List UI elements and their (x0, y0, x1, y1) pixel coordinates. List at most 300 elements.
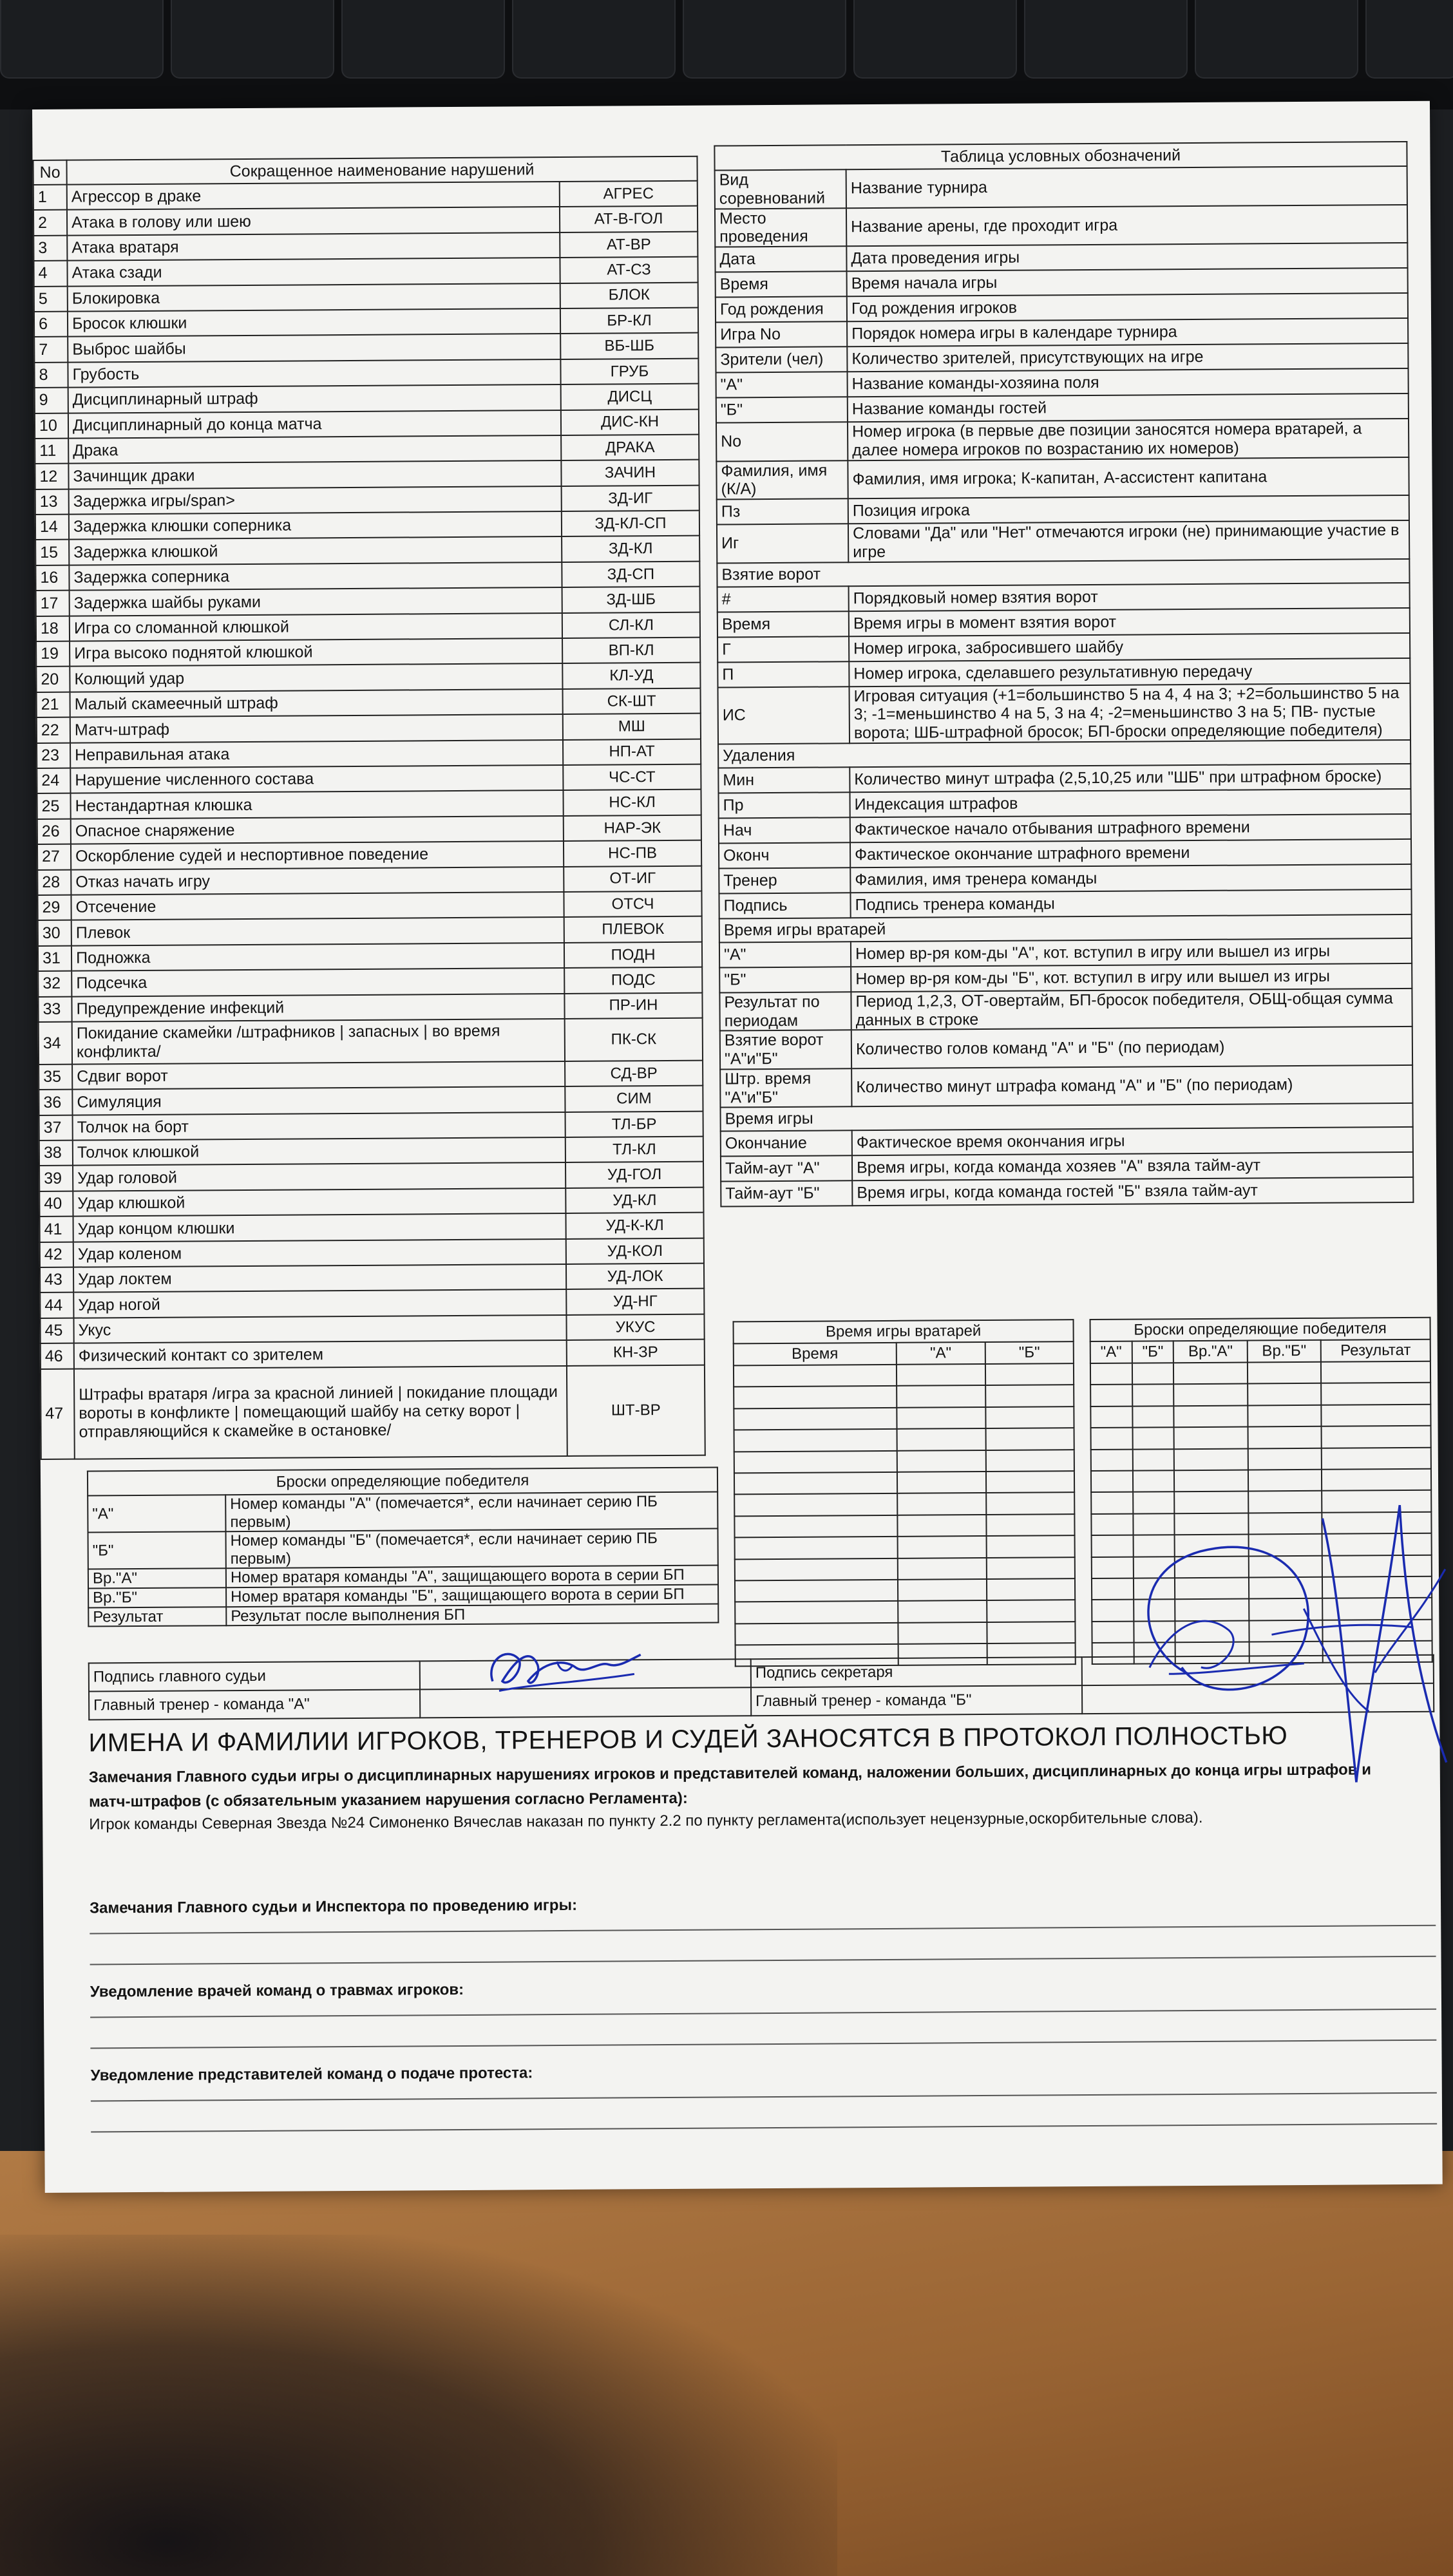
violation-number: 25 (37, 793, 70, 819)
violation-name: Оскорбление судей и неспортивное поведение (71, 841, 564, 869)
shootout-grid-cell[interactable] (1248, 1405, 1321, 1427)
goalkeeper-time-cell[interactable] (985, 1428, 1074, 1450)
full-names-heading: ИМЕНА И ФАМИЛИИ ИГРОКОВ, ТРЕНЕРОВ И СУДЕЙ ЗАНОСЯТСЯ В ПРОТОКОЛ ПОЛНОСТЬЮ (88, 1721, 1288, 1757)
violation-number: 24 (37, 768, 70, 794)
legend-row (716, 343, 1408, 373)
shootout-legend-description: Номер команды "А" (помечается*, если начинает серию ПБ первым) (225, 1492, 717, 1532)
desk-shadow (0, 2235, 837, 2576)
shootout-legend-description: Номер команды "Б" (помечается*, если начинает серию ПБ первым) (225, 1529, 717, 1569)
legend-term: Оконч (719, 842, 850, 868)
legend-description: Время начала игры (847, 268, 1408, 296)
violation-code: ДИС-КН (561, 409, 699, 435)
keyboard-key (1024, 0, 1188, 79)
violation-row (35, 485, 699, 515)
violation-code: ОТСЧ (564, 891, 701, 918)
goalkeeper-time-row (734, 1406, 1074, 1430)
goalkeeper-time-cell[interactable] (735, 1601, 898, 1624)
goalkeeper-time-cell[interactable] (986, 1492, 1074, 1514)
violation-row (41, 1365, 705, 1459)
violation-name: Симуляция (72, 1086, 565, 1115)
violation-row (36, 638, 700, 667)
legend-row (716, 268, 1408, 298)
legend-term: Тайм-аут "Б" (721, 1181, 852, 1207)
goalkeeper-time-cell[interactable] (985, 1385, 1074, 1407)
legend-term: Тайм-аут "А" (721, 1156, 852, 1182)
legend-row (717, 683, 1410, 744)
shootout-grid-cell[interactable] (1322, 1426, 1431, 1448)
legend-term: Пз (717, 498, 848, 524)
goalkeeper-time-cell[interactable] (986, 1535, 1074, 1557)
legend-row (716, 293, 1408, 323)
violation-row (34, 308, 698, 337)
violation-number: 2 (33, 210, 67, 236)
legend-description: Индексация штрафов (850, 789, 1410, 817)
violation-number: 37 (39, 1115, 73, 1141)
goalkeeper-time-cell[interactable] (987, 1622, 1075, 1643)
legend-row (720, 1065, 1412, 1108)
shootout-grid-column: Вр."А" (1173, 1341, 1248, 1363)
violation-number: 41 (40, 1217, 73, 1242)
violation-row (37, 714, 701, 743)
violation-name: Матч-штраф (70, 714, 563, 743)
violation-number: 40 (39, 1191, 73, 1217)
legend-row (717, 495, 1409, 525)
coach-signature (1110, 1479, 1453, 1790)
violation-row (39, 1061, 703, 1090)
violation-name: Удар коленом (73, 1239, 566, 1267)
violation-number: 5 (34, 286, 68, 312)
legend-description: Время игры в момент взятия ворот (849, 607, 1410, 636)
violation-code: УД-К-КЛ (565, 1213, 703, 1239)
violation-code: НС-КЛ (563, 790, 701, 816)
goalkeeper-time-cell[interactable] (734, 1472, 897, 1495)
chief-referee-signature (479, 1635, 647, 1707)
violation-number: 36 (39, 1090, 72, 1115)
legend-term: Вид соревнований (715, 169, 846, 209)
violation-name: Толчок клюшкой (73, 1137, 565, 1166)
goalkeeper-time-cell[interactable] (734, 1450, 897, 1473)
shootout-grid-column: Результат (1321, 1340, 1430, 1362)
violation-code: БЛОК (560, 282, 698, 308)
violation-row (37, 688, 701, 717)
goalkeeper-time-row (734, 1428, 1074, 1452)
shootout-grid-cell[interactable] (1091, 1428, 1133, 1450)
goalkeeper-time-cell[interactable] (735, 1623, 898, 1645)
legend-term: Тренер (719, 867, 850, 893)
shootout-grid-cell[interactable] (1248, 1362, 1321, 1384)
legend-term: "А" (719, 942, 851, 967)
legend-row (720, 1027, 1412, 1069)
legend-body (715, 166, 1414, 1207)
violation-row (39, 1188, 703, 1217)
legend-term: "Б" (719, 967, 851, 992)
goalkeeper-time-row (734, 1514, 1074, 1538)
keyboard-key (1195, 0, 1358, 79)
shootout-legend-term: Вр."Б" (88, 1587, 226, 1607)
goalkeeper-time-cell[interactable] (734, 1408, 897, 1430)
legend-row (721, 1152, 1413, 1182)
violation-code: ВБ-ШБ (560, 333, 698, 359)
violation-row (39, 1086, 703, 1115)
shootout-grid-cell[interactable] (1132, 1427, 1174, 1449)
violation-row (35, 435, 699, 464)
legend-section-title: Время игры (720, 1103, 1412, 1132)
violation-name: Атака в голову или шею (67, 207, 560, 235)
legend-term: Г (717, 636, 849, 662)
violation-name: Укус (73, 1315, 566, 1343)
goalkeeper-time-cell[interactable] (734, 1515, 897, 1538)
protocol-sheet (32, 101, 1443, 2193)
legend-description: Название арены, где проходит игра (846, 204, 1407, 246)
legend-row (719, 839, 1411, 869)
shootout-grid-cell[interactable] (1090, 1363, 1132, 1385)
violation-row (35, 536, 699, 565)
goalkeeper-time-cell[interactable] (985, 1406, 1074, 1428)
violations-header-name: Сокращенное наименование нарушений (66, 156, 697, 185)
blank-line (90, 1925, 1436, 1935)
violation-code: ЗАЧИН (561, 460, 699, 486)
legend-description: Позиция игрока (848, 495, 1409, 524)
violation-code: БР-КЛ (560, 308, 698, 334)
violation-code: ПОДН (564, 942, 702, 968)
goalkeeper-time-cell[interactable] (897, 1450, 986, 1472)
violation-name: Колющий удар (70, 663, 562, 692)
violation-row (37, 739, 701, 768)
legend-term: # (717, 586, 849, 612)
goalkeeper-time-cell[interactable] (735, 1537, 898, 1559)
violation-number: 9 (35, 388, 68, 413)
legend-term: Пр (719, 792, 850, 818)
goalkeeper-time-cell[interactable] (898, 1600, 987, 1622)
goalkeeper-time-cell[interactable] (897, 1515, 986, 1537)
legend-description: Фактическое начало отбывания штрафного времени (850, 814, 1411, 842)
violation-name: Задержка игры/span> (69, 486, 562, 515)
violation-row (39, 1018, 703, 1065)
violation-code: СК-ШТ (563, 688, 701, 714)
shootout-legend-term: Результат (88, 1607, 226, 1627)
legend-description: Количество зрителей, присутствующих на игре (847, 343, 1408, 372)
shootout-grid-cell[interactable] (1248, 1426, 1321, 1448)
violation-row (41, 1340, 705, 1369)
shootout-grid-title: Броски определяющие победителя (1090, 1318, 1430, 1341)
violation-code: УД-НГ (566, 1289, 704, 1315)
violation-name: Выброс шайбы (68, 334, 560, 362)
goalkeeper-time-cell[interactable] (987, 1600, 1075, 1622)
shootout-legend-term: "А" (88, 1495, 225, 1532)
violation-row (39, 1137, 703, 1166)
violation-row (37, 840, 701, 870)
legend-description: Подпись тренера команды (850, 889, 1411, 918)
shootout-grid-cell[interactable] (1174, 1384, 1248, 1406)
legend-description: Название команды гостей (848, 393, 1409, 422)
violation-row (40, 1264, 704, 1293)
shootout-grid-cell[interactable] (1321, 1383, 1430, 1405)
violation-name: Игра со сломанной клюшкой (70, 613, 562, 641)
violation-row (34, 358, 698, 388)
legend-term: Дата (715, 246, 846, 272)
legend-term: П (717, 661, 849, 687)
goalkeeper-time-cell[interactable] (897, 1385, 985, 1407)
violation-name: Задержка соперника (69, 562, 562, 591)
legend-term: Иг (717, 524, 848, 563)
legend-description: Номер вр-ря ком-ды "А", кот. вступил в игру или вышел из игры (851, 938, 1412, 967)
violation-number: 34 (39, 1022, 72, 1065)
blank-line (91, 2092, 1437, 2102)
legend-table (714, 141, 1414, 1208)
goalkeeper-time-cell[interactable] (987, 1578, 1075, 1600)
shootout-grid-cell[interactable] (1173, 1363, 1248, 1385)
goalkeeper-time-cell[interactable] (897, 1407, 985, 1429)
violation-name: Атака вратаря (67, 232, 560, 261)
violation-number: 11 (35, 439, 68, 464)
shootout-grid-cell[interactable] (1174, 1427, 1248, 1449)
violation-row (37, 815, 701, 844)
violation-number: 38 (39, 1141, 73, 1166)
goalkeeper-time-cell[interactable] (735, 1558, 898, 1580)
legend-row (715, 166, 1407, 209)
legend-description: Игровая ситуация (+1=большинство 5 на 4, 4 на 3; +2=большинство 5 на 3; -1=меньшинство 4 на 5, 3 на 4; -2=меньшинство 3 на 5; ПВ- пустые ворота; ШБ-штрафной бросок; БП-броски определяющие победителя) (849, 683, 1410, 743)
goalkeeper-time-row (735, 1578, 1075, 1602)
violation-code: ДРАКА (561, 435, 699, 461)
shootout-grid-row (1090, 1361, 1430, 1385)
legend-description: Дата проведения игры (846, 243, 1407, 271)
violation-code: КН-ЗР (567, 1340, 705, 1366)
blank-line (90, 1956, 1436, 1965)
violation-code: МШ (563, 714, 701, 740)
shootout-grid-cell[interactable] (1090, 1406, 1132, 1428)
goalkeeper-time-cell[interactable] (897, 1472, 986, 1493)
keyboard-key (1365, 0, 1453, 79)
legend-term: No (716, 422, 848, 461)
violation-code: ТЛ-КЛ (565, 1137, 703, 1163)
legend-row (719, 889, 1411, 919)
shootout-grid-column: "Б" (1132, 1341, 1174, 1363)
violation-name: Задержка шайбы руками (70, 587, 562, 616)
violation-name: Задержка клюшкой (69, 536, 562, 565)
shootout-grid-cell[interactable] (1090, 1385, 1132, 1406)
goalkeeper-time-cell[interactable] (986, 1557, 1074, 1579)
shootout-grid-cell[interactable] (1248, 1448, 1322, 1470)
legend-description: Количество голов команд "А" и "Б" (по периодам) (851, 1027, 1412, 1068)
shootout-grid-cell[interactable] (1133, 1449, 1175, 1471)
legend-term: Нач (719, 817, 850, 843)
violation-name: Зачинщик драки (68, 460, 561, 489)
violation-number: 45 (40, 1318, 73, 1343)
violation-name: Опасное снаряжение (71, 816, 564, 844)
violation-code: УД-ГОЛ (565, 1162, 703, 1188)
violation-number: 26 (37, 819, 71, 844)
violation-code: ПК-СК (565, 1018, 703, 1061)
violation-number: 32 (38, 971, 71, 997)
goalkeeper-time-row (734, 1363, 1074, 1387)
legend-row (717, 658, 1410, 687)
violation-code: ПОДС (564, 967, 702, 994)
shootout-grid-cell[interactable] (1174, 1405, 1248, 1427)
goalkeeper-time-row (734, 1450, 1074, 1473)
shootout-grid-column: "А" (1090, 1341, 1132, 1363)
legend-description: Период 1,2,3, ОТ-овертайм, БП-бросок победителя, ОБЩ-общая сумма данных в строке (851, 989, 1412, 1030)
shootout-legend-term: Вр."А" (88, 1569, 226, 1589)
inspector-remarks-title: Замечания Главного судьи и Инспектора по проведению игры: (89, 1896, 578, 1917)
legend-term: Место проведения (715, 208, 846, 247)
legend-row (715, 243, 1407, 272)
legend-row (717, 582, 1410, 612)
goalkeeper-time-body (734, 1363, 1076, 1667)
violation-row (38, 916, 702, 946)
goalkeeper-time-cell[interactable] (734, 1365, 897, 1387)
shootout-legend-table (87, 1467, 719, 1627)
violation-number: 12 (35, 464, 68, 489)
legend-row (717, 632, 1410, 662)
violation-code: ВП-КЛ (562, 638, 700, 664)
violation-name: Атака сзади (67, 258, 560, 286)
violation-name: Физический контакт со зрителем (74, 1340, 567, 1368)
shootout-grid-row (1090, 1383, 1430, 1406)
violation-row (36, 587, 700, 616)
violation-number: 35 (39, 1065, 72, 1090)
goalkeeper-time-cell[interactable] (898, 1558, 987, 1580)
violation-code: АГРЕС (560, 181, 698, 207)
violation-number: 4 (33, 261, 67, 287)
goalkeeper-time-cell[interactable] (735, 1580, 898, 1602)
shootout-grid-cell[interactable] (1321, 1361, 1430, 1383)
violation-row (39, 1111, 703, 1141)
violation-code: ДИСЦ (561, 384, 699, 410)
shootout-grid-row (1091, 1447, 1431, 1471)
violation-number: 3 (33, 235, 67, 261)
goalkeeper-time-cell[interactable] (734, 1493, 897, 1516)
legend-description: Номер игрока (в первые две позиции заносятся номера вратарей, а далее номера игроков по возрастанию их номеров) (848, 419, 1409, 460)
secretary-signature-label: Подпись секретаря (751, 1657, 1082, 1687)
keyboard-background (0, 0, 1453, 109)
shootout-grid-cell[interactable] (1322, 1447, 1431, 1469)
shootout-legend-row (88, 1604, 718, 1627)
goalkeeper-time-cell[interactable] (897, 1536, 986, 1558)
legend-row (717, 607, 1410, 637)
violation-name: Отказ начать игру (71, 867, 564, 895)
legend-term: ИС (717, 687, 850, 744)
legend-row (716, 368, 1409, 398)
legend-term: Взятие ворот "А"и"Б" (720, 1030, 851, 1070)
legend-description: Порядковый номер взятия ворот (849, 582, 1410, 611)
goalkeeper-time-cell[interactable] (734, 1429, 897, 1452)
violation-code: ШТ-ВР (567, 1365, 705, 1455)
violation-number: 19 (36, 641, 70, 667)
legend-section-title: Взятие ворот (717, 558, 1409, 587)
violation-row (38, 992, 702, 1022)
violation-number: 30 (38, 920, 71, 946)
violation-name: Нарушение численного состава (70, 765, 563, 793)
violation-number: 7 (34, 337, 68, 363)
shootout-grid-cell[interactable] (1091, 1449, 1133, 1471)
shootout-grid-cell[interactable] (1132, 1363, 1174, 1385)
violation-row (40, 1238, 704, 1267)
violation-row (35, 460, 699, 489)
violation-row (38, 942, 702, 971)
violation-row (33, 257, 698, 287)
shootout-grid-cell[interactable] (1248, 1383, 1321, 1405)
violation-row (34, 282, 698, 312)
goalkeeper-time-cell[interactable] (897, 1364, 985, 1386)
referee-remarks-text: Игрок команды Северная Звезда №24 Симоненко Вячеслав наказан по пункту 2.2 по пункту регламента(использует нецензурные,оскорбительные слова). (89, 1808, 1203, 1833)
goalkeeper-time-cell[interactable] (986, 1471, 1074, 1493)
legend-row (719, 864, 1411, 894)
goalkeeper-time-cell[interactable] (986, 1514, 1074, 1536)
violation-code: АТ-В-ГОЛ (560, 206, 698, 232)
protest-notice-title: Уведомление представителей команд о подаче протеста: (90, 2064, 533, 2085)
injuries-notice-title: Уведомление врачей команд о травмах игроков: (90, 1980, 464, 2001)
shootout-legend-row (88, 1492, 717, 1533)
shootout-grid-row (1091, 1426, 1431, 1450)
shootout-grid-cell[interactable] (1174, 1448, 1248, 1470)
goalkeeper-time-table (733, 1319, 1076, 1667)
legend-term: Время (717, 611, 849, 637)
shootout-legend-term: "Б" (88, 1531, 225, 1569)
violation-number: 43 (40, 1267, 73, 1293)
legend-row (715, 204, 1407, 247)
violation-number: 22 (37, 717, 70, 743)
shootout-grid-cell[interactable] (1132, 1406, 1174, 1428)
legend-row (716, 457, 1409, 499)
violation-name: Малый скамеечный штраф (70, 689, 563, 717)
violation-number: 20 (36, 667, 70, 692)
violation-name: Нестандартная клюшка (70, 790, 563, 819)
legend-term: Подпись (719, 893, 850, 918)
violation-number: 6 (34, 312, 68, 337)
goalkeeper-time-cell[interactable] (897, 1493, 986, 1515)
violations-header-no: No (33, 160, 66, 185)
shootout-grid-cell[interactable] (1321, 1405, 1430, 1426)
violation-row (37, 790, 701, 819)
violation-name: Агрессор в драке (67, 182, 560, 210)
goalkeeper-time-cell[interactable] (898, 1579, 987, 1601)
violation-code: УД-ЛОК (566, 1264, 704, 1290)
violation-name: Задержка клюшки соперника (69, 511, 562, 540)
goalkeeper-time-cell[interactable] (897, 1428, 985, 1450)
goalkeeper-time-row (735, 1600, 1075, 1624)
blank-line (91, 2123, 1437, 2133)
legend-section-title: Удаления (718, 740, 1410, 768)
legend-section-title: Время игры вратарей (719, 914, 1412, 943)
shootout-legend-row (88, 1529, 717, 1569)
violation-number: 29 (37, 895, 71, 921)
shootout-grid-column: Вр."Б" (1248, 1340, 1321, 1363)
violation-name: Драка (68, 435, 561, 464)
violation-row (40, 1289, 704, 1318)
goalkeeper-time-cell[interactable] (985, 1363, 1074, 1385)
goalkeeper-time-column: Время (734, 1343, 897, 1366)
violation-code: АТ-СЗ (560, 257, 698, 283)
shootout-legend-title: Броски определяющие победителя (88, 1468, 717, 1496)
legend-description: Время игры, когда команда гостей "Б" взяла тайм-аут (852, 1177, 1413, 1206)
violation-name: Дисциплинарный до конца матча (68, 410, 561, 439)
shootout-grid-cell[interactable] (1132, 1385, 1174, 1406)
violation-number: 42 (40, 1242, 73, 1267)
violation-row (35, 511, 699, 540)
violation-number: 8 (34, 362, 68, 388)
violations-table (32, 156, 705, 1460)
goalkeeper-time-cell[interactable] (985, 1450, 1074, 1472)
legend-row (719, 938, 1412, 968)
violation-number: 21 (37, 692, 70, 717)
legend-term: Окончание (721, 1131, 852, 1157)
violation-name: Неправильная атака (70, 740, 563, 768)
violation-row (39, 1162, 703, 1191)
violation-number: 47 (41, 1368, 75, 1459)
goalkeeper-time-cell[interactable] (898, 1622, 987, 1644)
shootout-legend-description: Номер вратаря команды "Б", защищающего ворота в серии БП (226, 1585, 718, 1607)
goalkeeper-time-cell[interactable] (734, 1386, 897, 1408)
